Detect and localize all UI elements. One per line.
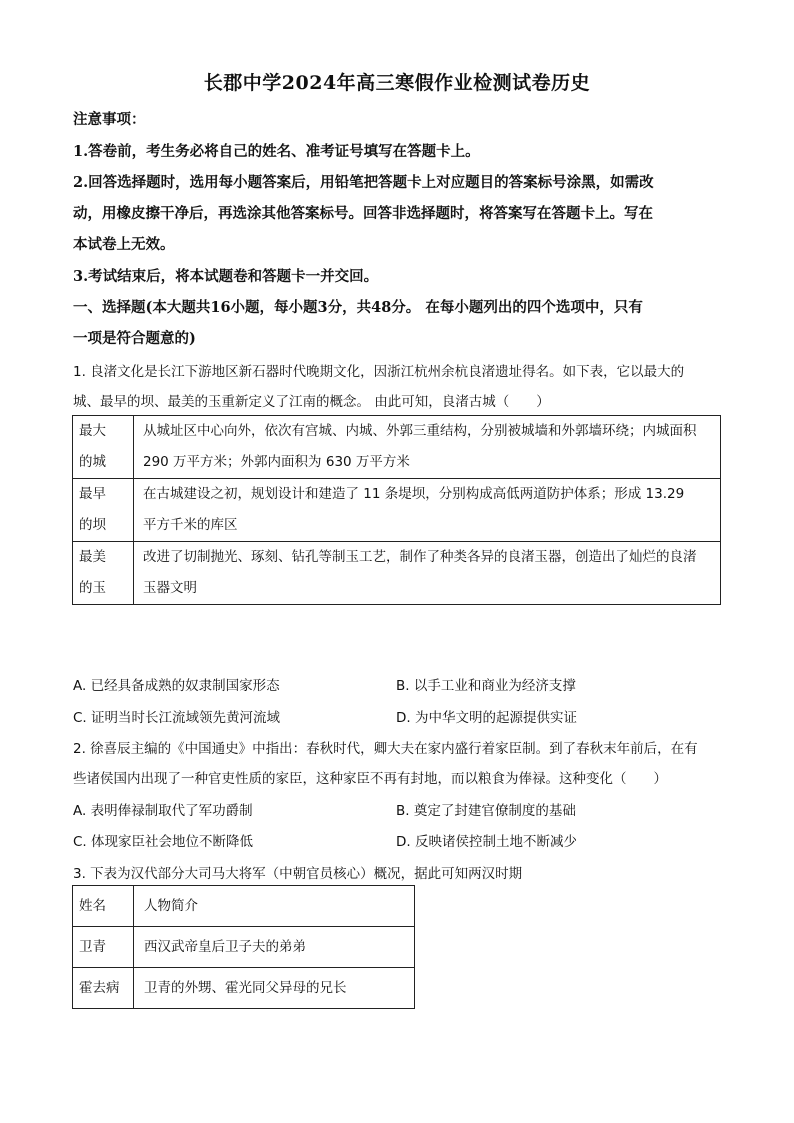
table-cell-key: 卫青 bbox=[73, 927, 134, 968]
table-cell-value: 人物简介 bbox=[134, 886, 415, 927]
q1-option-c: C. 证明当时长江流域领先黄河流域 bbox=[73, 710, 281, 726]
cell-text: 的玉 bbox=[79, 580, 106, 596]
cell-text: 290 万平方米；外郭内面积为 630 万平方米 bbox=[143, 454, 410, 470]
table-cell-value bbox=[134, 479, 721, 542]
cell-text: 在古城建设之初，规划设计和建造了 11 条堤坝，分别构成高低两道防护体系；形成 13.29 bbox=[143, 486, 685, 502]
q2-option-d: D. 反映诸侯控制土地不断减少 bbox=[396, 834, 577, 850]
cell-text: 玉器文明 bbox=[143, 580, 197, 596]
q3-stem-line-1: 3. 下表为汉代部分大司马大将军（中朝官员核心）概况，据此可知两汉时期 bbox=[73, 866, 523, 882]
cell-text: 平方千米的库区 bbox=[143, 517, 238, 533]
cell-text: 的坝 bbox=[79, 517, 106, 533]
table-row bbox=[73, 886, 415, 927]
table-row bbox=[73, 542, 721, 605]
table-cell-value: 西汉武帝皇后卫子夫的弟弟 bbox=[134, 927, 415, 968]
q1-stem-line-1: 1. 良渚文化是长江下游地区新石器时代晚期文化，因浙江杭州余杭良渚遗址得名。如下表，它以最大的 bbox=[73, 364, 685, 380]
table-cell-key: 霍去病 bbox=[73, 968, 134, 1009]
section-heading-line-1: 一、选择题(本大题共16小题，每小题3分，共48分。 在每小题列出的四个选项中，只有 bbox=[73, 299, 643, 316]
table-cell-key bbox=[73, 479, 134, 542]
q2-option-b: B. 奠定了封建官僚制度的基础 bbox=[396, 803, 576, 819]
cell-text: 最早 bbox=[79, 486, 106, 502]
table-cell-value: 卫青的外甥、霍光同父异母的兄长 bbox=[134, 968, 415, 1009]
q3-table bbox=[72, 885, 415, 1009]
notice-item-2-line-1: 2.回答选择题时，选用每小题答案后，用铅笔把答题卡上对应题目的答案标号涂黑，如需改 bbox=[73, 174, 654, 191]
page-title: 长郡中学2024年高三寒假作业检测试卷历史 bbox=[203, 72, 591, 94]
q1-stem-line-2: 城、最早的坝、最美的玉重新定义了江南的概念。 由此可知，良渚古城（ ） bbox=[73, 394, 550, 410]
table-cell-value bbox=[134, 542, 721, 605]
table-cell-key: 姓名 bbox=[73, 886, 134, 927]
notice-item-1: 1.答卷前，考生务必将自己的姓名、准考证号填写在答题卡上。 bbox=[73, 143, 480, 160]
table-cell-value bbox=[134, 416, 721, 479]
q1-option-a: A. 已经具备成熟的奴隶制国家形态 bbox=[73, 678, 280, 694]
table-cell-key bbox=[73, 416, 134, 479]
section-heading-line-2: 一项是符合题意的) bbox=[73, 330, 196, 347]
q1-option-d: D. 为中华文明的起源提供实证 bbox=[396, 710, 577, 726]
cell-text: 的城 bbox=[79, 454, 106, 470]
table-row bbox=[73, 968, 415, 1009]
cell-text: 最大 bbox=[79, 423, 106, 439]
q2-stem-line-2: 些诸侯国内出现了一种官吏性质的家臣，这种家臣不再有封地，而以粮食为俸禄。这种变化（ ） bbox=[73, 771, 667, 787]
q2-option-c: C. 体现家臣社会地位不断降低 bbox=[73, 834, 254, 850]
cell-text: 从城址区中心向外，依次有宫城、内城、外郭三重结构，分别被城墙和外郭墙环绕；内城面积 bbox=[143, 423, 697, 439]
notice-item-2-line-2: 动，用橡皮擦干净后，再选涂其他答案标号。回答非选择题时，将答案写在答题卡上。写在 bbox=[73, 205, 653, 222]
cell-text: 改进了切制抛光、琢刻、钻孔等制玉工艺，制作了种类各异的良渚玉器，创造出了灿烂的良渚 bbox=[143, 549, 697, 565]
q1-option-b: B. 以手工业和商业为经济支撑 bbox=[396, 678, 576, 694]
notice-item-2-line-3: 本试卷上无效。 bbox=[73, 236, 175, 253]
q1-table bbox=[72, 415, 721, 605]
table-row bbox=[73, 927, 415, 968]
table-row bbox=[73, 479, 721, 542]
notice-item-3: 3.考试结束后，将本试题卷和答题卡一并交回。 bbox=[73, 268, 379, 285]
notice-heading: 注意事项： bbox=[73, 111, 146, 128]
cell-text: 最美 bbox=[79, 549, 106, 565]
q2-option-a: A. 表明俸禄制取代了军功爵制 bbox=[73, 803, 253, 819]
q2-stem-line-1: 2. 徐喜辰主编的《中国通史》中指出：春秋时代，卿大夫在家内盛行着家臣制。到了春秋末年前后，在有 bbox=[73, 741, 698, 757]
table-cell-key bbox=[73, 542, 134, 605]
table-row bbox=[73, 416, 721, 479]
